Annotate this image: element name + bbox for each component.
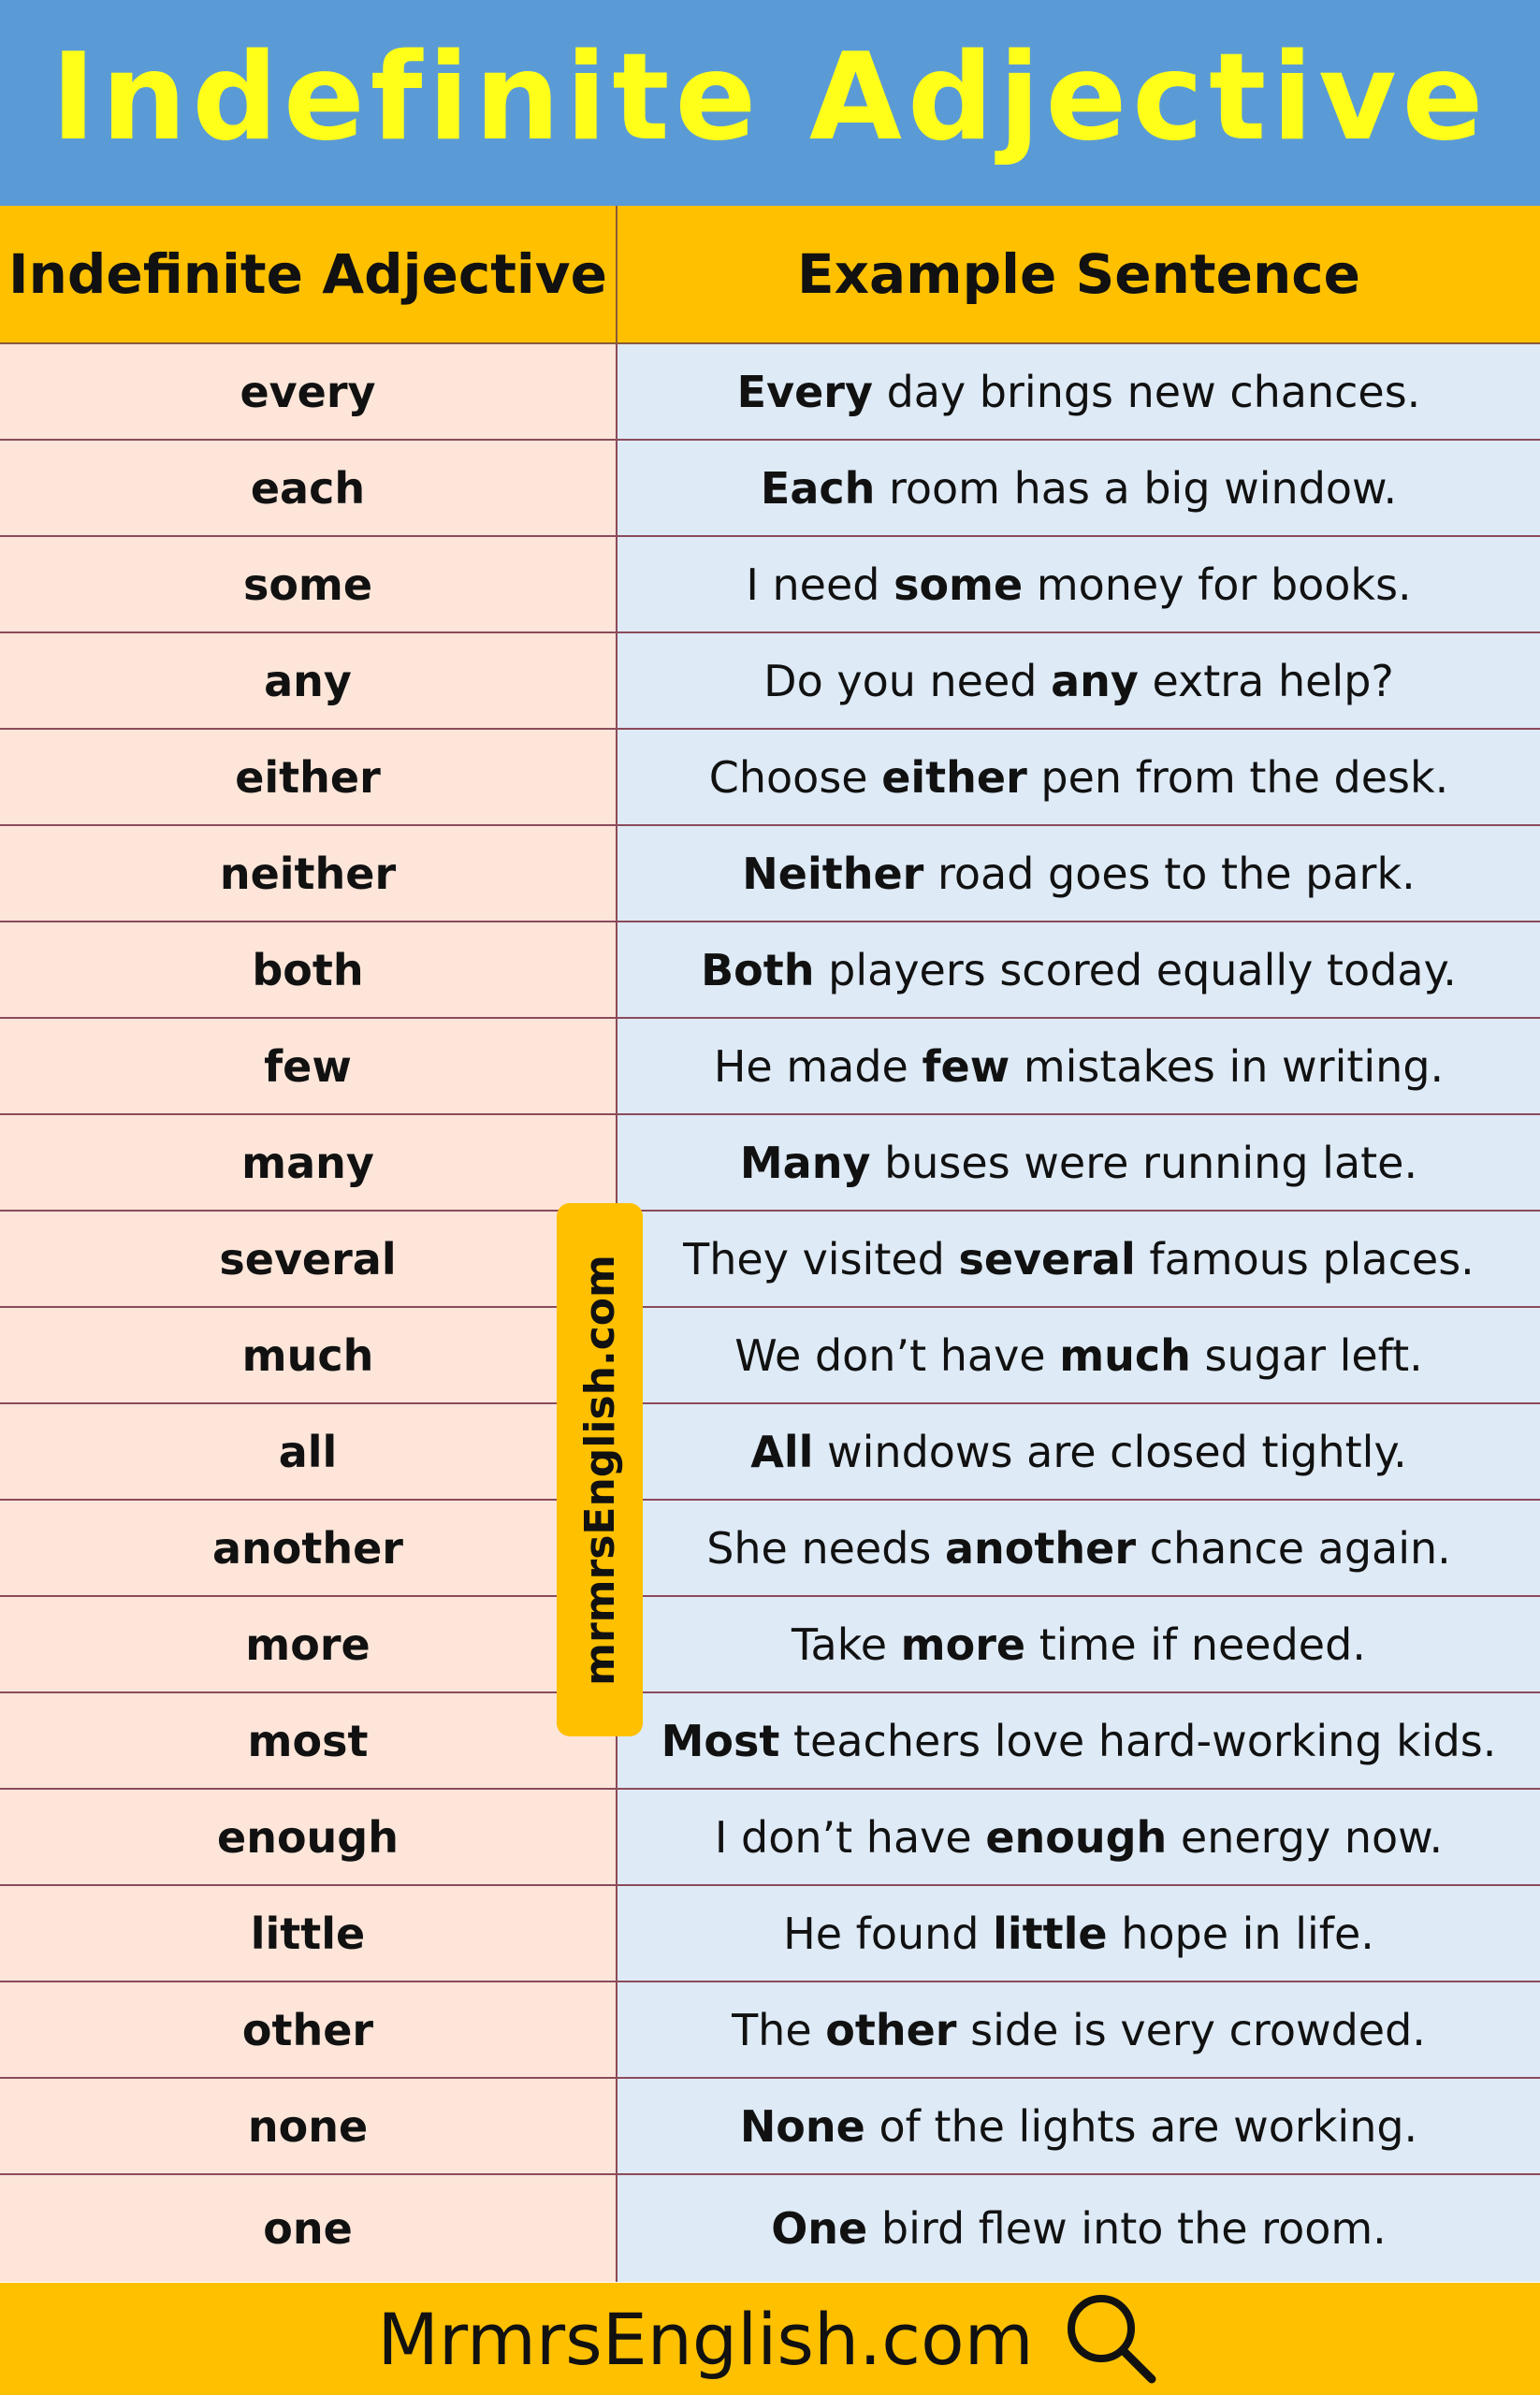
sentence-text: players scored equally today.: [814, 944, 1457, 995]
sentence-keyword: One: [771, 2203, 868, 2254]
sentence-text: He found: [783, 1908, 994, 1959]
sentence-text: The: [732, 2004, 826, 2055]
table-row: [0, 1019, 1540, 1115]
table-row: [0, 1212, 1540, 1308]
adjective-cell: either: [0, 730, 617, 824]
sentence-text: windows are closed tightly.: [813, 1426, 1407, 1477]
example-sentence-cell: [617, 1404, 1540, 1499]
adjective-cell: some: [0, 537, 617, 631]
sentence-keyword: Most: [661, 1715, 780, 1766]
table-row: [0, 730, 1540, 826]
adjective-cell: another: [0, 1501, 617, 1595]
example-sentence-cell: [617, 826, 1540, 921]
table-row: [0, 537, 1540, 633]
example-sentence-cell: [617, 1115, 1540, 1210]
sentence-keyword: other: [825, 2004, 957, 2055]
search-icon: [1060, 2287, 1163, 2390]
sentence-keyword: Each: [760, 462, 876, 514]
table-row: [0, 1501, 1540, 1597]
sentence-keyword: Both: [701, 944, 815, 995]
adjective-cell: each: [0, 441, 617, 535]
sentence-text: teachers love hard-working kids.: [779, 1715, 1497, 1766]
sentence-text: buses were running late.: [870, 1137, 1418, 1188]
table-row: [0, 1404, 1540, 1501]
sentence-keyword: some: [893, 559, 1024, 610]
sentence-text: Do you need: [763, 655, 1052, 706]
sentence-text: room has a big window.: [875, 462, 1398, 514]
example-sentence-cell: [617, 1693, 1540, 1788]
sentence-text: mistakes in writing.: [1010, 1040, 1445, 1092]
sentence-keyword: few: [922, 1040, 1010, 1092]
sentence-text: Choose: [708, 751, 882, 803]
sentence-text: side is very crowded.: [956, 2004, 1426, 2055]
adjective-cell: neither: [0, 826, 617, 921]
sentence-text: day brings new chances.: [872, 366, 1421, 417]
table-header-row: [0, 206, 1540, 344]
adjective-cell: several: [0, 1212, 617, 1306]
table-row: [0, 2079, 1540, 2175]
sentence-text: sugar left.: [1190, 1329, 1423, 1381]
sentence-keyword: much: [1059, 1329, 1191, 1381]
example-sentence-cell: [617, 441, 1540, 535]
example-sentence-cell: [617, 1886, 1540, 1981]
table-row: [0, 1115, 1540, 1212]
footer-banner: [0, 2283, 1540, 2395]
sentence-keyword: Many: [739, 1137, 871, 1188]
sentence-keyword: either: [881, 751, 1027, 803]
adjective-cell: none: [0, 2079, 617, 2173]
example-sentence-cell: [617, 2175, 1540, 2282]
adjective-cell: any: [0, 633, 617, 728]
sentence-text: bird flew into the room.: [867, 2203, 1387, 2254]
table-body: [0, 344, 1540, 2282]
example-sentence-cell: [617, 1790, 1540, 1884]
sentence-keyword: All: [750, 1426, 814, 1477]
adjective-cell: every: [0, 344, 617, 439]
sentence-text: pen from the desk.: [1026, 751, 1449, 803]
sentence-text: I don’t have: [714, 1811, 986, 1863]
example-sentence-cell: [617, 730, 1540, 824]
table-row: [0, 826, 1540, 922]
table-row: [0, 1693, 1540, 1790]
adjective-cell: few: [0, 1019, 617, 1113]
title-banner: [0, 0, 1540, 206]
adjective-table: [0, 206, 1540, 2283]
sentence-keyword: another: [945, 1522, 1137, 1574]
table-row: [0, 1790, 1540, 1886]
sentence-keyword: more: [900, 1618, 1026, 1670]
example-sentence-cell: [617, 1982, 1540, 2077]
sentence-text: chance again.: [1136, 1522, 1451, 1574]
adjective-cell: other: [0, 1982, 617, 2077]
adjective-cell: both: [0, 922, 617, 1017]
sentence-keyword: any: [1051, 655, 1139, 706]
sentence-text: famous places.: [1135, 1233, 1475, 1285]
footer-website-text: MrmrsEnglish.com: [377, 2297, 1034, 2381]
sentence-text: Take: [792, 1618, 901, 1670]
example-sentence-cell: [617, 922, 1540, 1017]
example-sentence-cell: [617, 537, 1540, 631]
example-sentence-cell: [617, 2079, 1540, 2173]
sentence-text: money for books.: [1023, 559, 1412, 610]
adjective-cell: many: [0, 1115, 617, 1210]
example-sentence-cell: [617, 1501, 1540, 1595]
example-sentence-cell: [617, 1597, 1540, 1691]
sentence-text: She needs: [706, 1522, 946, 1574]
header-example-sentence: Example Sentence: [796, 242, 1360, 306]
adjective-cell: much: [0, 1308, 617, 1402]
table-row: [0, 1886, 1540, 1982]
table-row: [0, 1308, 1540, 1404]
sentence-text: energy now.: [1167, 1811, 1444, 1863]
table-row: [0, 922, 1540, 1019]
sentence-text: of the lights are working.: [864, 2100, 1418, 2152]
sentence-keyword: little: [993, 1908, 1108, 1959]
example-sentence-cell: [617, 1212, 1540, 1306]
example-sentence-cell: [617, 344, 1540, 439]
table-row: [0, 2175, 1540, 2282]
sentence-text: He made: [713, 1040, 923, 1092]
adjective-cell: all: [0, 1404, 617, 1499]
sentence-text: extra help?: [1138, 655, 1394, 706]
table-row: [0, 1982, 1540, 2079]
sentence-keyword: several: [958, 1233, 1136, 1285]
sentence-text: We don’t have: [734, 1329, 1060, 1381]
watermark-badge: [557, 1203, 643, 1736]
sentence-text: hope in life.: [1107, 1908, 1374, 1959]
table-row: [0, 1597, 1540, 1693]
table-row: [0, 344, 1540, 441]
adjective-cell: one: [0, 2175, 617, 2282]
table-row: [0, 441, 1540, 537]
sentence-keyword: Every: [736, 366, 873, 417]
adjective-cell: little: [0, 1886, 617, 1981]
sentence-text: I need: [746, 559, 894, 610]
sentence-text: road goes to the park.: [923, 848, 1416, 899]
example-sentence-cell: [617, 1308, 1540, 1402]
adjective-cell: more: [0, 1597, 617, 1691]
adjective-cell: most: [0, 1693, 617, 1788]
watermark-text: mrmrsEnglish.com: [575, 1254, 624, 1686]
sentence-text: They visited: [683, 1233, 959, 1285]
header-indefinite-adjective: Indefinite Adjective: [0, 206, 617, 342]
sentence-keyword: None: [739, 2100, 865, 2152]
table-row: [0, 633, 1540, 730]
adjective-cell: enough: [0, 1790, 617, 1884]
sentence-keyword: enough: [985, 1811, 1168, 1863]
sentence-text: time if needed.: [1025, 1618, 1366, 1670]
example-sentence-cell: [617, 1019, 1540, 1113]
page-title: Indefinite Adjective: [51, 28, 1489, 167]
example-sentence-cell: [617, 633, 1540, 728]
sentence-keyword: Neither: [742, 848, 924, 899]
